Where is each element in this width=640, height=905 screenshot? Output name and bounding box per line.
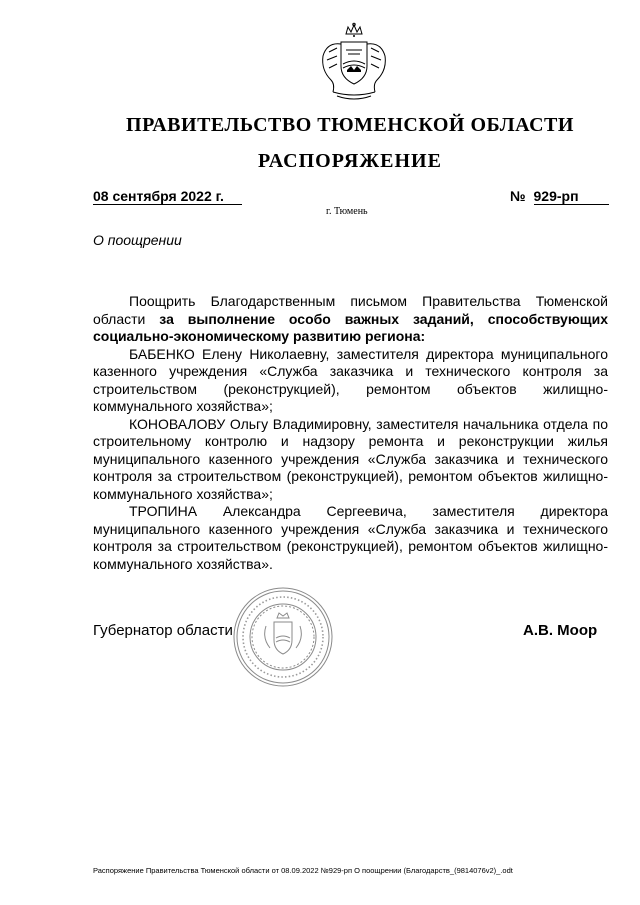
document-footer: Распоряжение Правительства Тюменской области от 08.09.2022 №929-рп О поощрении (Благодарств_(9814076v2)_.odt <box>93 866 513 875</box>
official-seal-icon <box>232 586 334 688</box>
document-city: г. Тюмень <box>326 206 368 217</box>
document-number: 929-рп <box>534 188 609 205</box>
person-paragraph: БАБЕНКО Елену Николаевну, заместителя директора муниципального казенного учреждения «Служба заказчика и технического контроля за строительством (реконструкцией), ремонтом объектов жилищно-коммунального хозяйства»; <box>93 345 608 414</box>
number-sign: № <box>510 188 526 204</box>
document-type: РАСПОРЯЖЕНИЕ <box>258 150 442 172</box>
person-paragraph: КОНОВАЛОВУ Ольгу Владимировну, заместителя начальника отдела по строительному контролю и надзору ремонта и реконструкции жилья муниципального казенного учреждения «Служба заказчика и технического контроля за строительством (реконструкцией), ремонтом объектов жилищно-коммунального хозяйства»; <box>93 415 608 502</box>
intro-text: Поощрить Благодарственным письмом Правительства Тюменской области <box>93 293 608 327</box>
document-body <box>93 293 608 573</box>
intro-paragraph <box>93 293 608 346</box>
document-subject: О поощрении <box>93 232 182 248</box>
signature-name: А.В. Моор <box>523 622 598 639</box>
coat-of-arms-icon <box>313 22 395 104</box>
government-title: ПРАВИТЕЛЬСТВО ТЮМЕНСКОЙ ОБЛАСТИ <box>126 114 574 136</box>
person-paragraph: ТРОПИНА Александра Сергеевича, заместителя директора муниципального казенного учреждения «Служба заказчика и технического контроля за строительством (реконструкцией), ремонтом объектов жилищно-коммунального хозяйства». <box>93 503 608 572</box>
document-number-block <box>510 188 609 204</box>
document-date: 08 сентября 2022 г. <box>93 188 242 205</box>
signature-position: Губернатор области <box>93 622 233 639</box>
intro-bold: за выполнение особо важных заданий, способствующих социально-экономическому развитию региона: <box>93 310 608 344</box>
